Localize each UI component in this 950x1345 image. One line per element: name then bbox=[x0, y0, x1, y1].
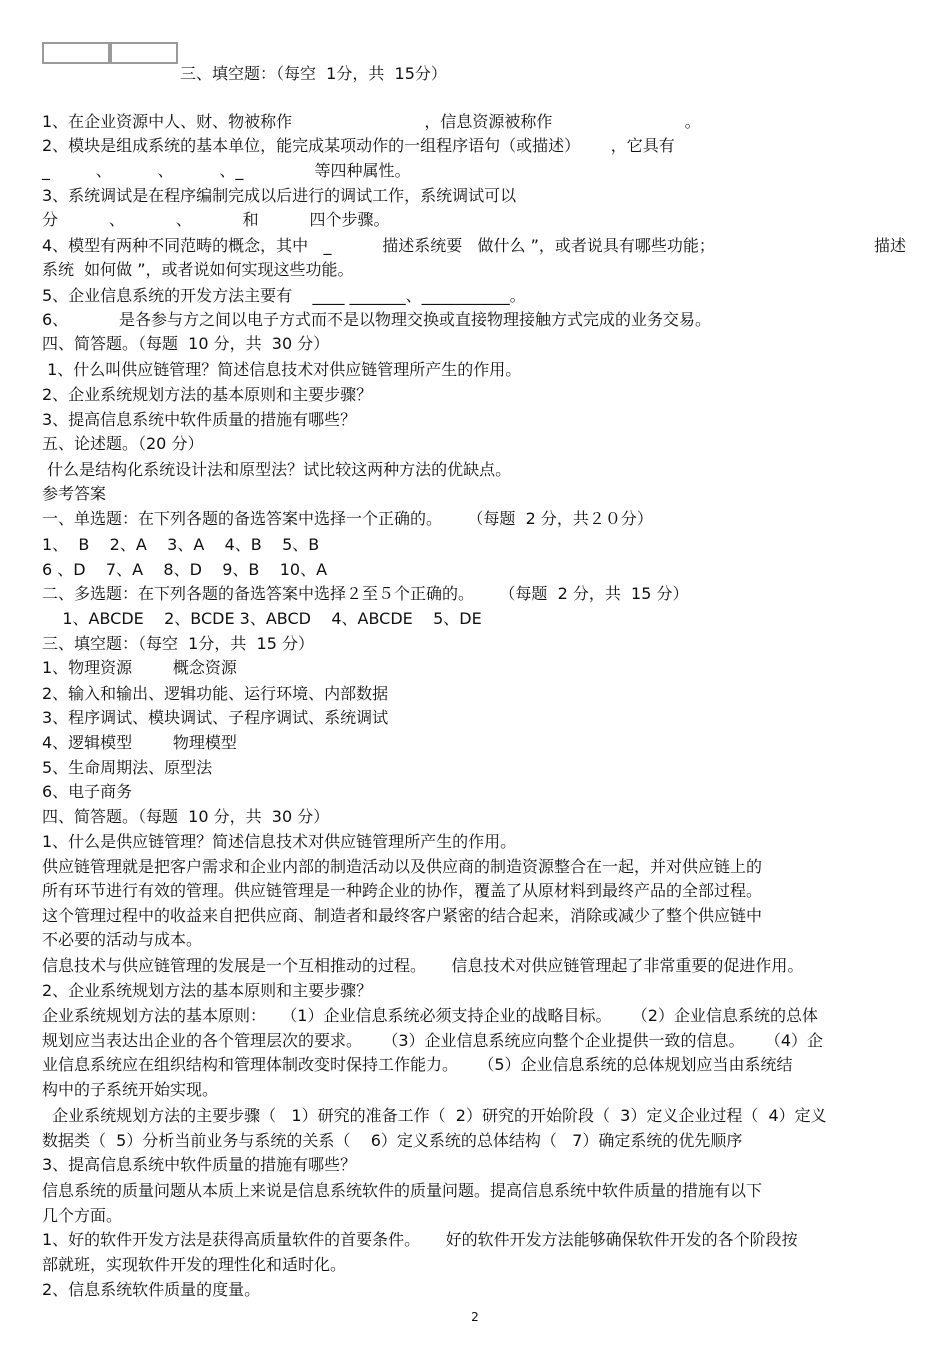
answer-paragraph: 信息系统的质量问题从本质上来说是信息系统软件的质量问题。提高信息系统中软件质量的措施有以下 bbox=[42, 1181, 763, 1200]
question-text: 3、系统调试是在程序编制完成以后进行的调试工作，系统调试可以 bbox=[42, 186, 517, 205]
question-text: _ 、 、 、_ 等四种属性。 bbox=[42, 161, 411, 180]
section-title-fill-blank: 三、填空题：（每空 1分，共 15 分） bbox=[42, 634, 314, 653]
answer-paragraph: 2、信息系统软件质量的度量。 bbox=[42, 1280, 261, 1299]
section-title-essay: 五、论述题。（20 分） bbox=[42, 434, 204, 453]
question-text: 1、什么叫供应链管理？简述信息技术对供应链管理所产生的作用。 bbox=[42, 360, 522, 379]
answer-line: 1、 B 2、A 3、A 4、B 5、B bbox=[42, 535, 320, 554]
question-text: 2、企业系统规划方法的基本原则和主要步骤？ bbox=[42, 385, 373, 404]
answer-paragraph: 信息技术与供应链管理的发展是一个互相推动的过程。 信息技术对供应链管理起了非常重要的促进作用。 bbox=[42, 956, 804, 975]
answer-question: 3、提高信息系统中软件质量的措施有哪些？ bbox=[42, 1155, 357, 1174]
section-title-short-answer: 四、简答题。（每题 10 分，共 30 分） bbox=[42, 807, 330, 826]
answer-paragraph: 部就班，实现软件开发的理性化和适时化。 bbox=[42, 1255, 347, 1274]
answer-paragraph: 数据类（ 5）分析当前业务与系统的关系（ 6）定义系统的总体结构（ 7）确定系统的优先顺序 bbox=[42, 1131, 743, 1150]
answer-paragraph: 规划应当表达出企业的各个管理层次的要求。 （3）企业信息系统应向整个企业提供一致的信息。 （4）企 bbox=[42, 1031, 824, 1050]
answer-line: 1、ABCDE 2、BCDE 3、ABCD 4、ABCDE 5、DE bbox=[42, 609, 482, 628]
question-text: 3、提高信息系统中软件质量的措施有哪些？ bbox=[42, 410, 357, 429]
page-number: 2 bbox=[471, 1310, 479, 1324]
header-cell-1 bbox=[42, 42, 110, 64]
answer-line: 6 、D 7、A 8、D 9、B 10、A bbox=[42, 560, 328, 579]
section-title-multi-choice: 二、多选题：在下列各题的备选答案中选择２至５个正确的。 （每题 2 分，共 15 分） bbox=[42, 584, 689, 603]
question-text: 2、模块是组成系统的基本单位，能完成某项动作的一组程序语句（或描述） ，它具有 bbox=[42, 136, 675, 155]
answer-line: 5、生命周期法、原型法 bbox=[42, 758, 213, 777]
answer-paragraph: 企业系统规划方法的基本原则： （1）企业信息系统必须支持企业的战略目标。 （2）企业信息系统的总体 bbox=[42, 1006, 818, 1025]
section-title-fill-blank: 三、填空题：（每空 1分，共 15分） bbox=[180, 64, 447, 83]
answer-line: 2、输入和输出、逻辑功能、运行环境、内部数据 bbox=[42, 684, 389, 703]
answer-question: 2、企业系统规划方法的基本原则和主要步骤？ bbox=[42, 981, 373, 1000]
answer-question: 1、什么是供应链管理？简述信息技术对供应链管理所产生的作用。 bbox=[42, 832, 517, 851]
question-text: 4、模型有两种不同范畴的概念，其中 _ 描述系统要 做什么 ”，或者说具有哪些功能； bbox=[42, 236, 715, 255]
answer-line: 6、电子商务 bbox=[42, 782, 133, 801]
answer-paragraph: 这个管理过程中的收益来自把供应商、制造者和最终客户紧密的结合起来，消除或减少了整个供应链中 bbox=[42, 906, 763, 925]
header-cell-2 bbox=[110, 42, 178, 64]
question-text: 5、企业信息系统的开发方法主要有 ____ _______、___________。 bbox=[42, 286, 526, 305]
answer-line: 3、程序调试、模块调试、子程序调试、系统调试 bbox=[42, 708, 389, 727]
answer-paragraph: 所有环节进行有效的管理。供应链管理是一种跨企业的协作，覆盖了从原材料到最终产品的全部过程。 bbox=[42, 881, 763, 900]
answer-paragraph: 构中的子系统开始实现。 bbox=[42, 1080, 219, 1099]
answer-paragraph: 1、好的软件开发方法是获得高质量软件的首要条件。 好的软件开发方法能够确保软件开发的各个阶段按 bbox=[42, 1230, 798, 1249]
question-text: 分 、 、 和 四个步骤。 bbox=[42, 210, 390, 229]
question-text: 6、 是各参与方之间以电子方式而不是以物理交换或直接物理接触方式完成的业务交易。 bbox=[42, 310, 712, 329]
answer-line: 1、物理资源 概念资源 bbox=[42, 658, 237, 677]
question-text-right: 描述 bbox=[873, 236, 906, 255]
answer-paragraph: 不必要的活动与成本。 bbox=[42, 930, 203, 949]
question-text: 1、在企业资源中人、财、物被称作 ，信息资源被称作 。 bbox=[42, 112, 701, 131]
answer-paragraph: 供应链管理就是把客户需求和企业内部的制造活动以及供应商的制造资源整合在一起，并对供应链上的 bbox=[42, 857, 763, 876]
answer-line: 4、逻辑模型 物理模型 bbox=[42, 733, 237, 752]
question-text: 系统 如何做 ”，或者说如何实现这些功能。 bbox=[42, 260, 354, 279]
section-title-single-choice: 一、单选题：在下列各题的备选答案中选择一个正确的。 （每题 2 分，共２０分） bbox=[42, 509, 653, 528]
answer-paragraph: 企业系统规划方法的主要步骤（ 1）研究的准备工作（ 2）研究的开始阶段（ 3）定义企业过程（ 4）定义 bbox=[42, 1106, 827, 1125]
answer-paragraph: 几个方面。 bbox=[42, 1206, 123, 1225]
answer-key-heading: 参考答案 bbox=[42, 484, 107, 503]
section-title-short-answer: 四、简答题。（每题 10 分，共 30 分） bbox=[42, 334, 330, 353]
question-text: 什么是结构化系统设计法和原型法？试比较这两种方法的优缺点。 bbox=[42, 460, 512, 479]
answer-paragraph: 业信息系统应在组织结构和管理体制改变时保持工作能力。 （5）企业信息系统的总体规划应当由系统结 bbox=[42, 1055, 793, 1074]
